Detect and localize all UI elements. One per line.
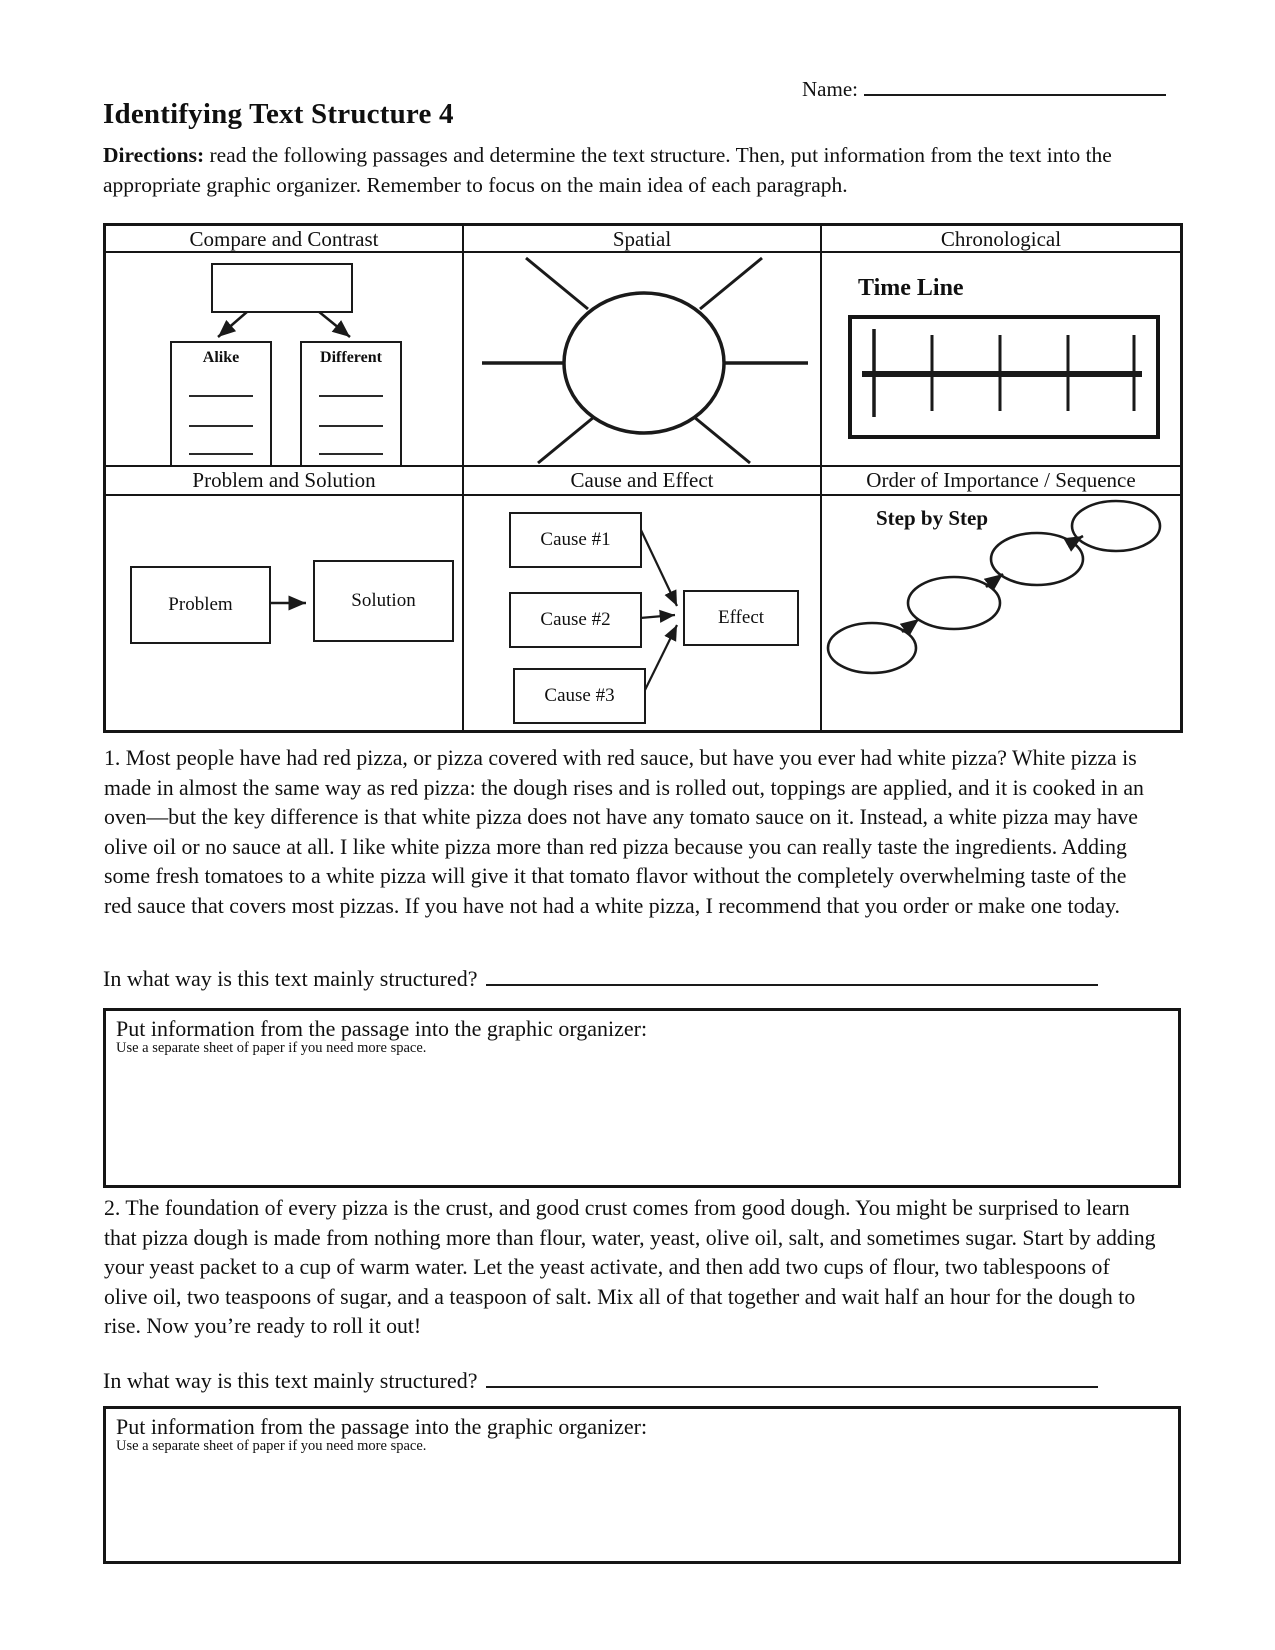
question-1-answer-line[interactable]: [486, 960, 1098, 986]
cause-3-label: Cause #3: [544, 685, 615, 706]
problem-solution-diagram: [106, 496, 464, 730]
timeline-caption: Time Line: [858, 275, 964, 301]
question-1: [103, 960, 1098, 992]
solution-label: Solution: [351, 590, 416, 611]
step-ovals-icon: [822, 496, 1173, 725]
timeline-icon: [852, 319, 1148, 427]
answer-box-2[interactable]: [103, 1406, 1181, 1564]
timeline-frame: [848, 315, 1160, 439]
write-line: [189, 453, 253, 455]
name-row: [802, 72, 1166, 102]
header-cause-effect: Cause and Effect: [464, 467, 822, 496]
compare-contrast-diagram: [106, 253, 464, 467]
alike-label: Alike: [202, 349, 240, 366]
passage-2: 2. The foundation of every pizza is the crust, and good crust comes from good dough. You might be surprised to learn that pizza dough is made from nothing more than flour, water, yeast, olive oil, salt, and sometimes sugar. Start by adding your yeast packet to a cup of warm water. Let the yeast activate, and then add two cups of flour, two tablespoons of olive oil, two teaspoons of sugar, and a teaspoon of salt. Mix all of that together and wait half an hour for the dough to rise. Now you’re ready to roll it out!: [104, 1196, 1156, 1338]
solution-box: [313, 560, 454, 642]
chronological-diagram: [822, 253, 1180, 467]
sequence-diagram: [822, 496, 1180, 730]
spatial-diagram: [464, 253, 822, 467]
header-spatial: Spatial: [464, 226, 822, 253]
answer-box-1[interactable]: [103, 1008, 1181, 1188]
cause-2-label: Cause #2: [540, 609, 611, 630]
question-1-text: In what way is this text mainly structured?: [103, 966, 478, 991]
answer-box-1-prompt: Put information from the passage into the graphic organizer:: [116, 1016, 648, 1041]
cause-1-box: [509, 512, 642, 568]
name-label: Name:: [802, 77, 858, 101]
cause-1-label: Cause #1: [540, 529, 611, 550]
page-title: Identifying Text Structure 4: [103, 98, 454, 130]
step-by-step-caption: Step by Step: [876, 506, 989, 530]
organizer-table: [103, 223, 1183, 733]
different-label: Different: [320, 349, 382, 366]
directions-label: Directions:: [103, 143, 205, 167]
name-blank-line[interactable]: [864, 72, 1166, 96]
problem-label: Problem: [168, 594, 233, 615]
effect-label: Effect: [717, 607, 765, 628]
cause-3-box: [513, 668, 646, 724]
write-line: [319, 395, 383, 397]
header-problem-solution: Problem and Solution: [106, 467, 464, 496]
write-line: [189, 425, 253, 427]
answer-box-2-note: Use a separate sheet of paper if you need more space.: [116, 1438, 427, 1454]
question-2-answer-line[interactable]: [486, 1362, 1098, 1388]
write-line: [189, 395, 253, 397]
alike-box: [170, 341, 272, 467]
header-chronological: Chronological: [822, 226, 1180, 253]
cause-effect-diagram: [464, 496, 822, 730]
cause-2-box: [509, 592, 642, 648]
question-2: [103, 1362, 1098, 1394]
answer-box-2-prompt: Put information from the passage into the graphic organizer:: [116, 1414, 648, 1439]
topic-box: [211, 263, 353, 313]
header-order-importance: Order of Importance / Sequence: [822, 467, 1180, 496]
write-line: [319, 453, 383, 455]
passage-1: 1. Most people have had red pizza, or pizza covered with red sauce, but have you ever had white pizza? White pizza is made in almost the same way as red pizza: the dough rises and is rolled out, toppings are applied, and it is cooked in an oven—but the key difference is that white pizza does not have any tomato sauce on it. Instead, a white pizza may have olive oil or no sauce at all. I like white pizza more than red pizza because you can really taste the ingredients. Adding some fresh tomatoes to a white pizza will give it that tomato flavor without the completely overwhelming taste of the red sauce that covers most pizzas. If you have not had a white pizza, I recommend that you order or make one today.: [104, 746, 1144, 918]
question-2-text: In what way is this text mainly structured?: [103, 1368, 478, 1393]
problem-box: [130, 566, 271, 644]
spider-web-icon: [464, 253, 821, 467]
directions-text: read the following passages and determine the text structure. Then, put information from the text into the appropriate graphic organizer. Remember to focus on the main idea of each paragraph.: [103, 143, 1112, 197]
header-compare-contrast: Compare and Contrast: [106, 226, 464, 253]
effect-box: [683, 590, 799, 646]
different-box: [300, 341, 402, 467]
write-line: [319, 425, 383, 427]
answer-box-1-note: Use a separate sheet of paper if you need more space.: [116, 1040, 427, 1056]
directions: [103, 141, 1159, 200]
